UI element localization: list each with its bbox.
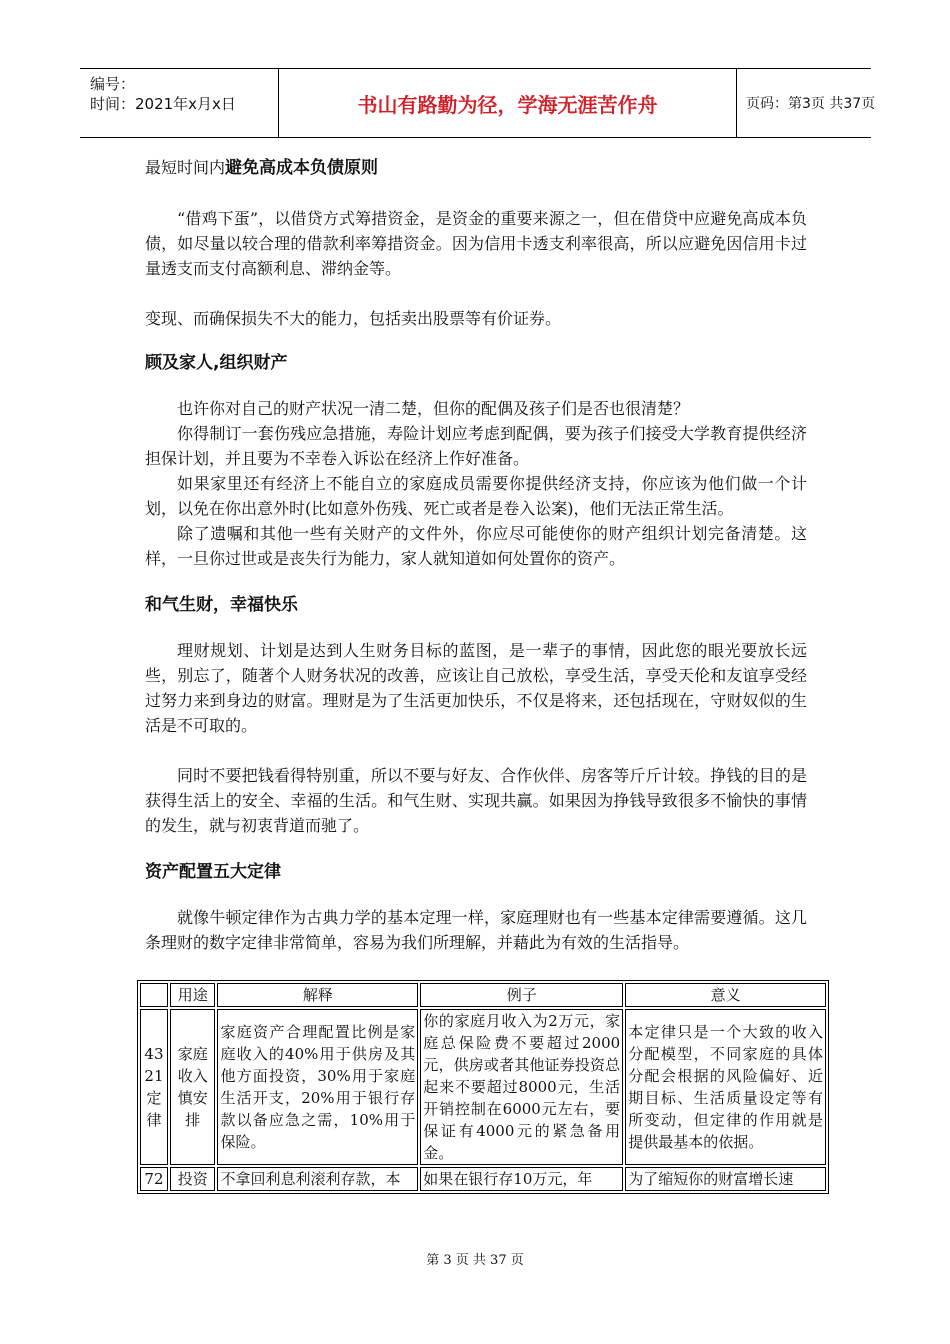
law-example-cell: 如果在银行存10万元，年	[420, 1167, 623, 1191]
table-header-cell: 解释	[217, 983, 418, 1007]
law-name-cell: 4321定律	[140, 1009, 168, 1165]
table-row	[140, 1009, 826, 1165]
family-paragraph-4: 除了遗嘱和其他一些有关财产的文件外，你应尽可能使你的财产组织计划完备清楚。这样，一旦你过世或是丧失行为能力，家人就知道如何处置你的资产。	[145, 524, 807, 568]
law-meaning-cell: 为了缩短你的财富增长速	[625, 1167, 826, 1191]
family-paragraph-3: 如果家里还有经济上不能自立的家庭成员需要你提供经济支持，你应该为他们做一个计划，以免在你出意外时(比如意外伤残、死亡或者是卷入讼案)，他们无法正常生活。	[145, 474, 807, 518]
principle-line	[145, 155, 807, 181]
law-meaning-cell: 本定律只是一个大致的收入分配模型，不同家庭的具体分配会根据的风险偏好、近期目标、生活质量设定等有所变动，但定律的作用就是提供最基本的依据。	[625, 1009, 826, 1165]
harmony-paragraph-2: 同时不要把钱看得特别重，所以不要与好友、合作伙伴、房客等斤斤计较。挣钱的目的是获得生活上的安全、幸福的生活。和气生财、实现共赢。如果因为挣钱导致很多不愉快的事情的发生，就与初衷背道而驰了。	[145, 766, 807, 835]
asset-allocation-table	[137, 980, 829, 1194]
document-time-label: 时间：2021年x月x日	[90, 95, 236, 113]
page-footer: 第 3 页 共 37 页	[426, 1253, 524, 1268]
law-use-cell: 家庭收入慎安排	[170, 1009, 216, 1165]
document-body	[145, 155, 807, 955]
heading-family: 顾及家人,组织财产	[145, 353, 288, 373]
page-header	[80, 68, 876, 138]
principle-title: 避免高成本负债原则	[225, 158, 379, 178]
paragraph-borrow: “借鸡下蛋”，以借贷方式筹措资金，是资金的重要来源之一，但在借贷中应避免高成本负债，如尽量以较合理的借款利率筹措资金。因为信用卡透支利率很高，所以应避免因信用卡过量透支而支付高额利息、滞纳金等。	[145, 209, 807, 278]
table-header-cell: 用途	[170, 983, 216, 1007]
document-number-label: 编号：	[90, 75, 136, 93]
header-meta	[80, 69, 278, 137]
table-header-cell: 意义	[625, 983, 826, 1007]
law-explain-cell: 家庭资产合理配置比例是家庭收入的40%用于供房及其他方面投资，30%用于家庭生活开支，20%用于银行存款以备应急之需，10%用于保险。	[217, 1009, 418, 1165]
header-page-info: 页码：第3页 共37页	[746, 96, 876, 112]
paragraph-cash: 变现、而确保损失不大的能力，包括卖出股票等有价证券。	[145, 309, 562, 328]
principle-prefix: 最短时间内	[145, 158, 226, 177]
family-paragraph-2: 你得制订一套伤残应急措施，寿险计划应考虑到配偶，要为孩子们接受大学教育提供经济担保计划，并且要为不幸卷入诉讼在经济上作好准备。	[145, 424, 807, 468]
table-header-cell: 例子	[420, 983, 623, 1007]
heading-harmony: 和气生财，幸福快乐	[145, 595, 298, 615]
heading-laws: 资产配置五大定律	[145, 862, 281, 882]
law-example-cell: 你的家庭月收入为2万元，家庭总保险费不要超过2000元，供房或者其他证券投资总起来不要超过8000元，生活开销控制在6000元左右，要保证有4000元的紧急备用金。	[420, 1009, 623, 1165]
laws-paragraph-1: 就像牛顿定律作为古典力学的基本定理一样，家庭理财也有一些基本定律需要遵循。这几条理财的数字定律非常简单，容易为我们所理解，并藉此为有效的生活指导。	[145, 908, 807, 952]
harmony-paragraph-1: 理财规划、计划是达到人生财务目标的蓝图，是一辈子的事情，因此您的眼光要放长远些，别忘了，随著个人财务状况的改善，应该让自己放松，享受生活，享受天伦和友谊享受经过努力来到身边的财富。理财是为了生活更加快乐，不仅是将来，还包括现在，守财奴似的生活是不可取的。	[145, 641, 807, 735]
table-header-cell	[140, 983, 168, 1007]
law-name-cell: 72	[140, 1167, 168, 1191]
law-use-cell: 投资	[170, 1167, 216, 1191]
family-paragraph-1: 也许你对自己的财产状况一清二楚，但你的配偶及孩子们是否也很清楚？	[177, 399, 690, 418]
table-header-row	[140, 983, 826, 1007]
table-row	[140, 1167, 826, 1191]
header-motto: 书山有路勤为径，学海无涯苦作舟	[278, 69, 737, 137]
law-explain-cell: 不拿回利息利滚利存款，本	[217, 1167, 418, 1191]
